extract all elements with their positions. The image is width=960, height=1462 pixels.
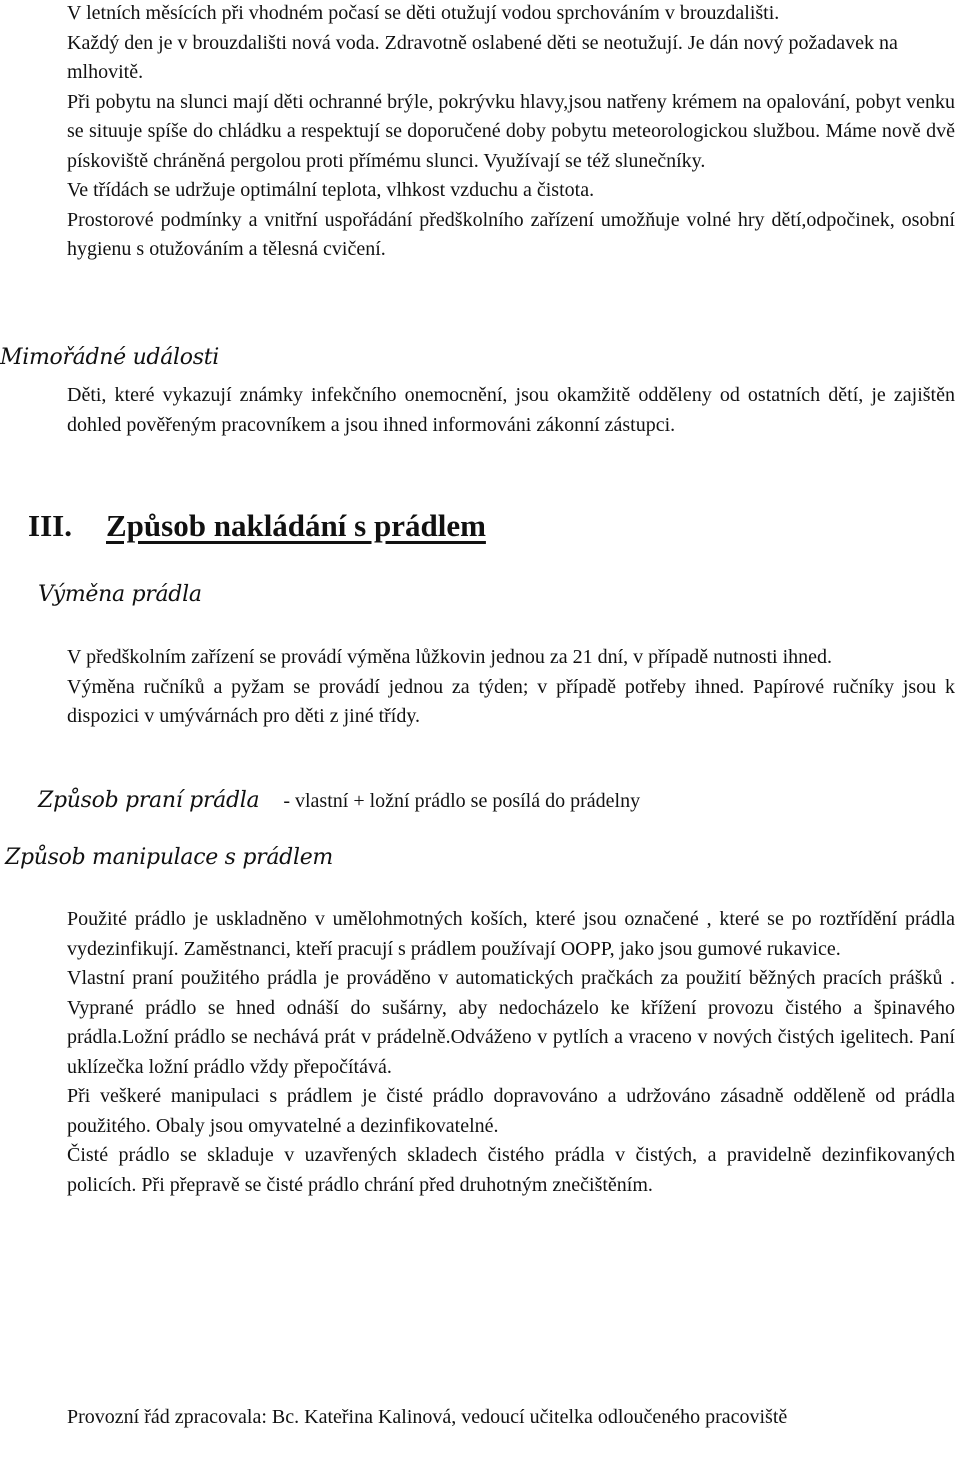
paragraph-used-linen: Použité prádlo je uskladněno v umělohmotných koších, které jsou označené , které se po roztřídění prádla vydezinfikují. Zaměstnanci, kteří pracují s prádlem používají OOPP, jako jsou gumové rukavice.: [67, 908, 955, 960]
paragraph-separation: Při veškeré manipulaci s prádlem je čisté prádlo dopravováno a udržováno zásadně odděleně od prádla použitého. Obaly jsou omyvatelné a dezinfikovatelné.: [67, 1085, 955, 1137]
paragraph-towel-exchange: Výměna ručníků a pyžam se provádí jednou za týden; v případě potřeby ihned. Papírové ručníky jsou k dispozici v umývárnách pro děti z jiné třídy.: [67, 675, 955, 727]
washing-text: - vlastní + ložní prádlo se posílá do prádelny: [283, 790, 641, 812]
paragraph-daily-water: Každý den je v brouzdališti nová voda. Zdravotně oslabené děti se neotužují. Je dán nový požadavek na mlhovitě.: [67, 31, 898, 83]
section-heading: [28, 508, 486, 544]
paragraph-bedding-exchange: V předškolním zařízení se provádí výměna lůžkovin jednou za 21 dní, v případě nutnosti ihned.: [67, 646, 833, 668]
emergency-heading: Mimořádné události: [0, 345, 219, 370]
paragraph-summer-water: V letních měsících při vhodném počasí se děti otužují vodou sprchováním v brouzdališti.: [67, 2, 780, 24]
emergency-section: [67, 381, 955, 440]
paragraph-emergency: Děti, které vykazují známky infekčního onemocnění, jsou okamžitě odděleny od ostatních dětí, je zajištěn dohled pověřeným pracovníkem a jsou ihned informováni zákonní zástupci.: [67, 384, 955, 436]
paragraph-classroom-climate: Ve třídách se udržuje optimální teplota, vlhkost vzduchu a čistota.: [67, 179, 595, 201]
footer-author: Provozní řád zpracovala: Bc. Kateřina Kalinová, vedoucí učitelka odloučeného pracoviště: [67, 1406, 788, 1428]
exchange-section: [67, 643, 955, 732]
paragraph-space-conditions: Prostorové podmínky a vnitřní uspořádání předškolního zařízení umožňuje volné hry dětí,odpočinek, osobní hygienu s otužováním a tělesná cvičení.: [67, 208, 955, 260]
washing-heading: Způsob praní prádla: [38, 788, 260, 813]
section-number: III.: [28, 508, 72, 543]
exchange-heading: Výměna prádla: [38, 582, 202, 607]
section-title: Způsob nakládání s prádlem: [106, 508, 486, 543]
handling-heading: Způsob manipulace s prádlem: [5, 845, 333, 870]
paragraph-storage: Čisté prádlo se skladuje v uzavřených skladech čistého prádla v čistých, a pravidelně dezinfikovaných policích. Při přepravě se čisté prádlo chrání před druhotným znečištěním.: [67, 1144, 955, 1196]
handling-section: [67, 905, 955, 1200]
paragraph-sun-protection: Při pobytu na slunci mají děti ochranné brýle, pokrývku hlavy,jsou natřeny krémem na opalování, pobyt venku se situuje spíše do chládku a respektují se doporučené doby pobytu meteorologickou službou. Máme nově dvě pískoviště chráněná pergolou proti přímému slunci. Využívají se též slunečníky.: [67, 90, 955, 172]
summer-section: [67, 0, 955, 265]
paragraph-washing-process: Vlastní praní použitého prádla je prováděno v automatických pračkách za použití běžných pracích prášků . Vyprané prádlo se hned odnáší do sušárny, aby nedocházelo ke křížení provozu čistého a špinavého prádla.Ložní prádlo se nechává prát v prádelně.Odváženo v pytlích a vraceno v nových čistých igelitech. Paní uklízečka ložní prádlo vždy přepočítává.: [67, 967, 955, 1078]
washing-row: [38, 787, 640, 817]
footer-section: [67, 1403, 955, 1433]
